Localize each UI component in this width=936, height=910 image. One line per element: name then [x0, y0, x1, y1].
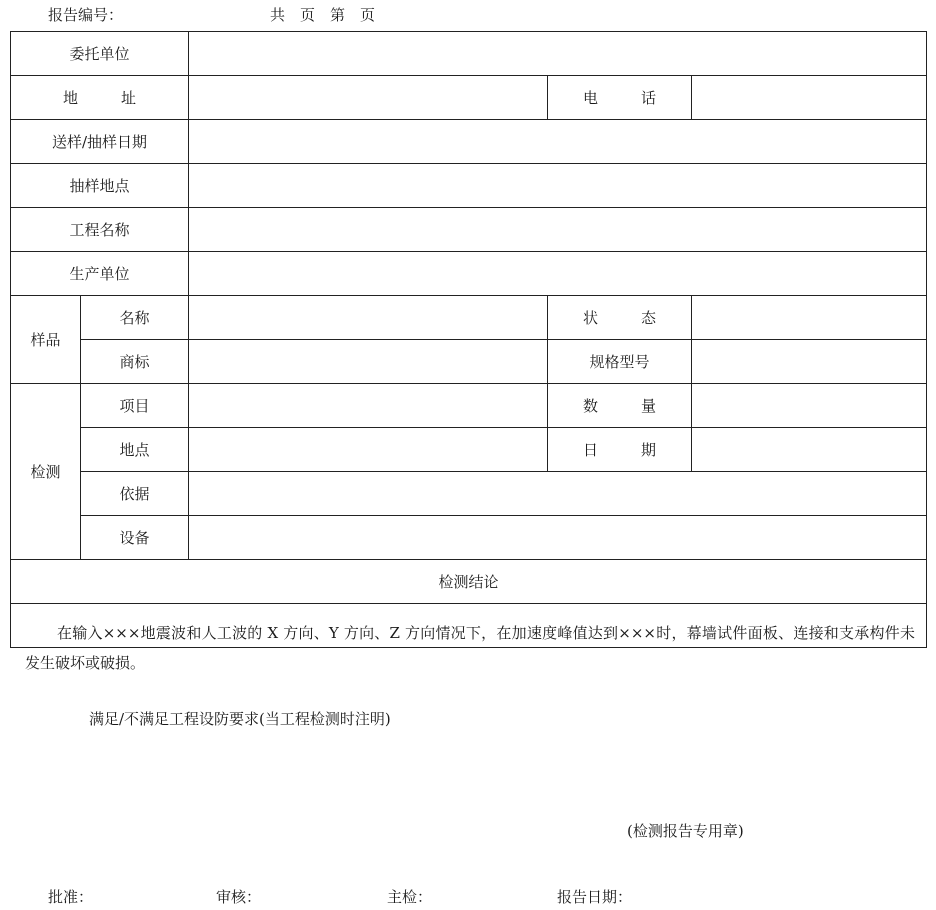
review-label: 审核：	[216, 888, 262, 906]
test-quantity-label: 数 量	[548, 384, 692, 428]
sample-spec-model-label: 规格型号	[548, 340, 692, 384]
manufacturer-value[interactable]	[189, 252, 927, 296]
test-date-label: 日 期	[548, 428, 692, 472]
project-name-label: 工程名称	[11, 208, 189, 252]
report-stamp-label: (检测报告专用章)	[627, 822, 744, 840]
sample-state-label: 状 态	[548, 296, 692, 340]
sample-brand-label: 商标	[81, 340, 189, 384]
sample-brand-value[interactable]	[189, 340, 548, 384]
project-name-value[interactable]	[189, 208, 927, 252]
test-quantity-value[interactable]	[692, 384, 927, 428]
page-count-label: 共 页 第 页	[270, 6, 376, 24]
phone-value[interactable]	[692, 76, 927, 120]
report-header	[0, 2, 936, 26]
requirement-statement: 满足/不满足工程设防要求(当工程检测时注明)	[89, 710, 391, 728]
address-label: 地 址	[11, 76, 189, 120]
sample-spec-model-value[interactable]	[692, 340, 927, 384]
test-item-label: 项目	[81, 384, 189, 428]
sample-place-value[interactable]	[189, 164, 927, 208]
send-sample-date-label: 送样/抽样日期	[11, 120, 189, 164]
manufacturer-label: 生产单位	[11, 252, 189, 296]
phone-label: 电 话	[548, 76, 692, 120]
report-number-label: 报告编号：	[48, 6, 124, 24]
approve-label: 批准：	[48, 888, 94, 906]
conclusion-body	[11, 604, 927, 840]
test-equipment-value[interactable]	[189, 516, 927, 560]
client-label: 委托单位	[11, 32, 189, 76]
test-basis-label: 依据	[81, 472, 189, 516]
send-sample-date-value[interactable]	[189, 120, 927, 164]
inspector-label: 主检：	[387, 888, 433, 906]
test-place-value[interactable]	[189, 428, 548, 472]
test-basis-value[interactable]	[189, 472, 927, 516]
test-group-label: 检测	[11, 384, 81, 560]
sample-name-label: 名称	[81, 296, 189, 340]
report-table	[10, 31, 927, 840]
test-equipment-label: 设备	[81, 516, 189, 560]
client-value[interactable]	[189, 32, 927, 76]
test-date-value[interactable]	[692, 428, 927, 472]
conclusion-title: 检测结论	[11, 560, 927, 604]
sample-place-label: 抽样地点	[11, 164, 189, 208]
report-date-label: 报告日期：	[557, 888, 633, 906]
address-value[interactable]	[189, 76, 548, 120]
test-item-value[interactable]	[189, 384, 548, 428]
sample-group-label: 样品	[11, 296, 81, 384]
sample-name-value[interactable]	[189, 296, 548, 340]
test-place-label: 地点	[81, 428, 189, 472]
sample-state-value[interactable]	[692, 296, 927, 340]
conclusion-paragraph: 在输入×××地震波和人工波的 X 方向、Y 方向、Z 方向情况下，在加速度峰值达到×××时，幕墙试件面板、连接和支承构件未发生破坏或破损。	[25, 624, 915, 672]
report-footer	[0, 884, 936, 908]
